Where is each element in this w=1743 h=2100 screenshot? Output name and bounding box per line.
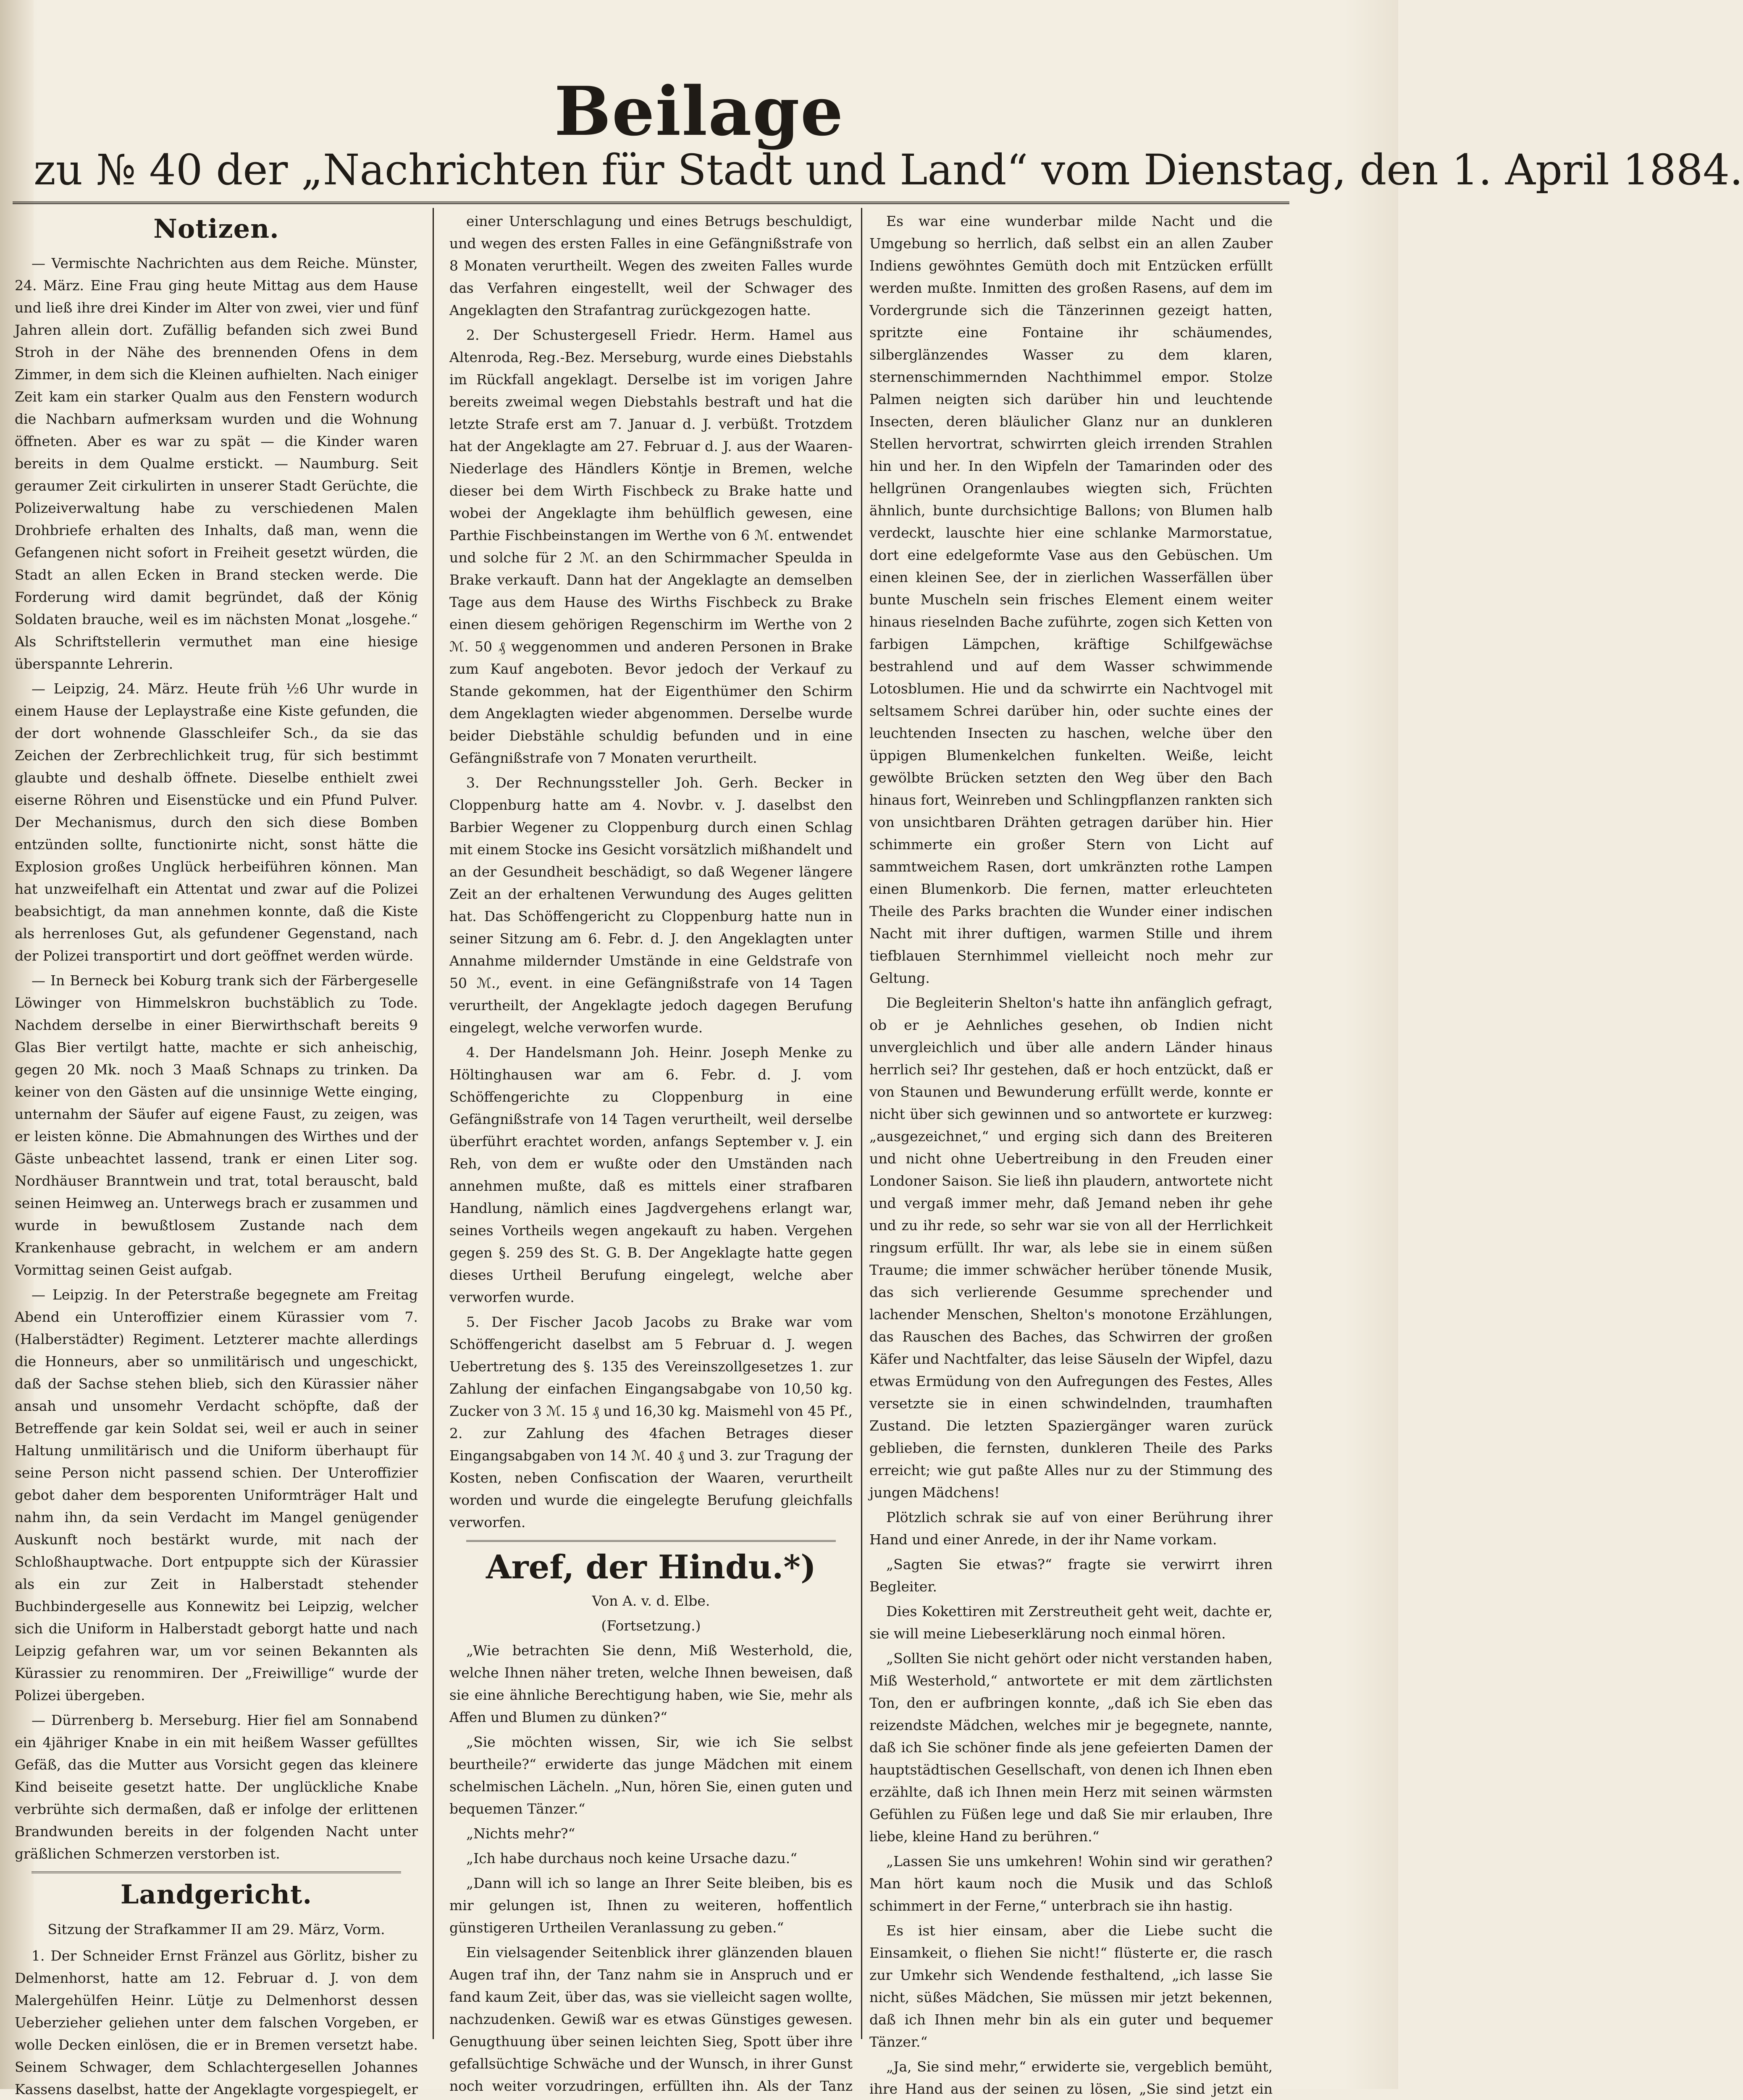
supplement-title: Beilage	[554, 72, 844, 151]
court-paragraph: einer Unterschlagung und eines Betrugs beschuldigt, und wegen des ersten Falles in eine Gefängnißstrafe von 8 Monaten verurtheilt. Wegen des zweiten Falles wurde das Verfahren eingestellt, weil der Schwager des Angeklagten den Strafantrag zurückgezogen hatte.	[449, 213, 853, 318]
news-paragraph: — Leipzig. In der Peterstraße begegnete am Freitag Abend ein Unteroffizier einem Kürassier vom 7. (Halberstädter) Regiment. Letzterer machte allerdings die Honneurs, aber so unmilitärisch und ungeschickt, daß der Sachse stehen blieb, sich den Kürassier näher ansah und unsomehr Verdacht schöpfte, daß der Betreffende gar kein Soldat sei, weil er auch in seiner Haltung unmilitärisch und die Uniform überhaupt für seine Person nicht passend schien. Der Unteroffizier gebot daher dem besporenten Uniformträger Halt und nahm ihn, da sein Verdacht im Mangel genügender Auskunft noch bestärkt wurde, mit nach der Schloßhauptwache. Dort entpuppte sich der Kürassier als ein zur Zeit in Halberstadt stehender Buchbindergeselle aus Konnewitz bei Leipzig, welcher sich die Uniform in Halberstadt geborgt hatte und nach Leipzig gefahren war, um vor seinen Bekannten als Kürassier zu renommiren. Der „Freiwillige“ wurde der Polizei übergeben.	[15, 1286, 418, 1704]
court-paragraph: 2. Der Schustergesell Friedr. Herm. Hamel aus Altenroda, Reg.-Bez. Merseburg, wurde eines Diebstahls im Rückfall angeklagt. Derselbe ist im vorigen Jahre bereits zweimal wegen Diebstahls bestraft und hat die letzte Strafe erst am 7. Januar d. J. verbüßt. Trotzdem hat der Angeklagte am 27. Februar d. J. aus der Waaren-Niederlage des Händlers Köntje in Bremen, welche dieser bei dem Wirth Fischbeck zu Brake hatte und wobei der Angeklagte ihm behülflich gewesen, eine Parthie Fischbeinstangen im Werthe von 6 ℳ. entwendet und solche für 2 ℳ. an den Schirmmacher Speulda in Brake verkauft. Dann hat der Angeklagte an demselben Tage aus dem Hause des Wirths Fischbeck zu Brake einen diesem gehörigen Regenschirm im Werthe von 2 ℳ. 50 ₰ weggenommen und anderen Personen in Brake zum Kauf angeboten. Bevor jedoch der Verkauf zu Stande gekommen, hat der Eigenthümer den Schirm dem Angeklagten wieder abgenommen. Derselbe wurde beider Diebstähle schuldig befunden und in eine Gefängnißstrafe von 7 Monaten verurtheilt.	[449, 327, 853, 766]
issue-subtitle: zu № 40 der „Nachrichten für Stadt und Land“ vom Dienstag, den 1. April 1884.	[34, 145, 1743, 194]
section-divider	[466, 1540, 836, 1542]
story-paragraph: „Sie möchten wissen, Sir, wie ich Sie selbst beurtheile?“ erwiderte das junge Mädchen mit einem schelmischen Lächeln. „Nun, hören Sie, einen guten und bequemen Tänzer.“	[449, 1733, 853, 1817]
story-paragraph: „Nichts mehr?“	[466, 1825, 575, 1842]
notices-heading: Notizen.	[153, 213, 279, 244]
story-paragraph: Die Begleiterin Shelton's hatte ihn anfänglich gefragt, ob er je Aehnliches gesehen, ob Indien nicht unvergleichlich und über alle andern Länder hinaus herrlich sei? Ihr gestehen, daß er hoch entzückt, daß er von Staunen und Bewunderung erfüllt werde, konnte er nicht über sich gewinnen und so antwortete er kurzweg: „ausgezeichnet,“ und erging sich dann des Breiteren und nicht ohne Uebertreibung in den Freuden einer Londoner Saison. Sie ließ ihn plaudern, antwortete nicht und vergaß immer mehr, daß Jemand neben ihr gehe und zu ihr rede, so sehr war sie von all der Herrlichkeit ringsum erfüllt. Ihr war, als lebe sie in einem süßen Traume; die immer schwächer herüber tönende Musik, das sich verlierende Gesumme sprechender und lachender Menschen, Shelton's monotone Erzählungen, das Rauschen des Baches, das Schwirren der großen Käfer und Nachtfalter, das leise Säuseln der Wipfel, dazu etwas Ermüdung von den Aufregungen des Festes, Alles versetzte sie in einen schwindelnden, traumhaften Zustand. Die letzten Spaziergänger waren zurück geblieben, die fernsten, dunkleren Theile des Parks erreicht; wie gut paßte Alles nur zu der Stimmung des jungen Mädchens!	[869, 995, 1273, 1501]
story-byline: Von A. v. d. Elbe.	[592, 1592, 710, 1609]
story-continuation-note: (Fortsetzung.)	[601, 1617, 701, 1634]
story-paragraph: „Wie betrachten Sie denn, Miß Westerhold, die, welche Ihnen näher treten, welche Ihnen beweisen, daß sie eine ähnliche Berechtigung haben, wie Sie, mehr als Affen und Blumen zu dünken?“	[449, 1642, 853, 1725]
column-divider-2	[861, 208, 862, 2039]
news-paragraph: — Leipzig, 24. März. Heute früh ½6 Uhr wurde in einem Hause der Leplaystraße eine Kiste gefunden, die der dort wohnende Glasschleifer Sch., da sie das Zeichen der Zerbrechlichkeit trug, für sich bestimmt glaubte und deshalb öffnete. Dieselbe enthielt zwei eiserne Röhren und Eisenstücke und ein Pfund Pulver. Der Mechanismus, durch den sich diese Bomben entzünden sollte, functionirte nicht, sonst hätte die Explosion großes Unglück herbeiführen können. Man hat unzweifelhaft ein Attentat und zwar auf die Polizei beabsichtigt, da man annehmen konnte, daß die Kiste als herrenloses Gut, als gefundener Gegenstand, nach der Polizei transportirt und dort geöffnet werden würde.	[15, 680, 418, 964]
news-paragraph: — Dürrenberg b. Merseburg. Hier fiel am Sonnabend ein 4jähriger Knabe in ein mit heißem Wasser gefülltes Gefäß, das die Mutter aus Vorsicht gegen das kleinere Kind beiseite gesetzt hatte. Der unglückliche Knabe verbrühte sich dermaßen, daß er infolge der erlittenen Brandwunden bereits in der folgenden Nacht unter gräßlichen Schmerzen verstorben ist.	[15, 1712, 418, 1862]
masthead-rule	[13, 202, 1289, 204]
story-paragraph: „Ja, Sie sind mehr,“ erwiderte sie, vergeblich bemüht, ihre Hand aus der seinen zu lösen, „Sie sind jetzt ein	[869, 2058, 1273, 2097]
story-paragraph: Es ist hier einsam, aber die Liebe sucht die Einsamkeit, o fliehen Sie nicht!“ flüsterte er, die rasch zur Umkehr sich Wendende festhaltend, „ich lasse Sie nicht, süßes Mädchen, Sie müssen mir jetzt bekennen, daß ich Ihnen mehr bin als ein guter und bequemer Tänzer.“	[869, 1922, 1273, 2050]
court-paragraph: 1. Der Schneider Ernst Fränzel aus Görlitz, bisher zu Delmenhorst, hatte am 12. Februar d. J. von dem Malergehülfen Heinr. Lütje zu Delmenhorst dessen Ueberzieher geliehen unter dem falschen Vorgeben, er wolle Decken einlösen, die er in Bremen versetzt habe. Seinem Schwager, dem Schlachtergesellen Johannes Kassens daselbst, hatte der Angeklagte vorgespiegelt, er	[15, 1947, 418, 2097]
column-divider-1	[433, 208, 434, 2039]
column-2	[449, 210, 853, 2094]
court-paragraph: 5. Der Fischer Jacob Jacobs zu Brake war vom Schöffengericht daselbst am 5 Februar d. J. wegen Uebertretung des §. 135 des Vereinszollgesetzes 1. zur Zahlung der einfachen Eingangsabgabe von 10,50 kg. Zucker von 3 ℳ. 15 ₰ und 16,30 kg. Maismehl von 45 Pf., 2. zur Zahlung des 4fachen Betrages dieser Eingangsabgaben von 14 ℳ. 40 ₰ und 3. zur Tragung der Kosten, neben Confiscation der Waaren, verurtheilt worden und wurde die eingelegte Berufung gleichfalls verworfen.	[449, 1314, 853, 1530]
story-paragraph: „Lassen Sie uns umkehren! Wohin sind wir gerathen? Man hört kaum noch die Musik und das Schloß schimmert in der Ferne,“ unterbrach sie ihn hastig.	[869, 1853, 1273, 1914]
story-paragraph: Ein vielsagender Seitenblick ihrer glänzenden blauen Augen traf ihn, der Tanz nahm sie in Anspruch und er fand kaum Zeit, über das, was sie vielleicht sagen wollte, nachzudenken. Gewiß war es etwas Günstiges gewesen. Genugthuung über seinen leichten Sieg, Spott über ihre gefallsüchtige Schwäche und der Wunsch, in ihrer Gunst noch weiter vorzudringen, erfüllten ihn. Als der Tanz	[449, 1944, 853, 2094]
story-title: Aref, der Hindu.*)	[486, 1548, 816, 1586]
story-paragraph: „Dann will ich so lange an Ihrer Seite bleiben, bis es mir gelungen ist, Ihnen zu weiteren, hoffentlich günstigeren Urtheilen Veranlassung zu geben.“	[449, 1874, 853, 1936]
news-paragraph: — In Berneck bei Koburg trank sich der Färbergeselle Löwinger von Himmelskron buchstäblich zu Tode. Nachdem derselbe in einer Bierwirthschaft bereits 9 Glas Bier vertilgt hatte, machte er sich anheischig, gegen 20 Mk. noch 3 Maaß Schnaps zu trinken. Da keiner von den Gästen auf die unsinnige Wette einging, unternahm der Säufer auf eigene Faust, zu zeigen, was er leisten könne. Die Abmahnungen des Wirthes und der Gäste unbeachtet lassend, trank er einen Liter sog. Nordhäuser Branntwein und trat, total berauscht, bald seinen Heimweg an. Unterwegs brach er zusammen und wurde in bewußtlosem Zustande nach dem Krankenhause gebracht, in welchem er am andern Vormittag seinen Geist aufgab.	[15, 972, 418, 1278]
court-paragraph: 3. Der Rechnungssteller Joh. Gerh. Becker in Cloppenburg hatte am 4. Novbr. v. J. daselbst den Barbier Wegener zu Cloppenburg durch einen Schlag mit einem Stocke ins Gesicht vorsätzlich mißhandelt und an der Gesundheit beschädigt, so daß Wegener längere Zeit an der erhaltenen Verwundung des Auges gelitten hat. Das Schöffengericht zu Cloppenburg hatte nun in seiner Sitzung am 6. Febr. d. J. den Angeklagten unter Annahme mildernder Umstände in eine Geldstrafe von 50 ℳ., event. in eine Gefängnißstrafe von 14 Tagen verurtheilt, der Angeklagte jedoch dagegen Berufung eingelegt, welche verworfen wurde.	[449, 774, 853, 1036]
story-paragraph: „Sollten Sie nicht gehört oder nicht verstanden haben, Miß Westerhold,“ antwortete er mit dem zärtlichsten Ton, den er aufbringen konnte, „daß ich Sie eben das reizendste Mädchen, welches mir je begegnete, nannte, daß ich Sie schöner finde als jene gefeierten Damen der hauptstädtischen Gesellschaft, von denen ich Ihnen eben erzählte, daß ich Ihnen mein Herz mit seinen wärmsten Gefühlen zu Füßen lege und daß Sie mir erlauben, Ihre liebe, kleine Hand zu berühren.“	[869, 1650, 1273, 1845]
section-divider	[32, 1872, 401, 1873]
story-paragraph: Plötzlich schrak sie auf von einer Berührung ihrer Hand und einer Anrede, in der ihr Name vorkam.	[869, 1509, 1273, 1548]
news-paragraph: — Vermischte Nachrichten aus dem Reiche. Münster, 24. März. Eine Frau ging heute Mittag aus dem Hause und ließ ihre drei Kinder im Alter von zwei, vier und fünf Jahren allein dort. Zufällig befanden sich zwei Bund Stroh in der Nähe des brennenden Ofens in dem Zimmer, in dem sich die Kleinen aufhielten. Nach einiger Zeit kam ein starker Qualm aus den Fenstern wodurch die Nachbarn aufmerksam wurden und die Wohnung öffneten. Aber es war zu spät — die Kinder waren bereits in dem Qualme erstickt. — Naumburg. Seit geraumer Zeit cirkulirten in unserer Stadt Gerüchte, die Polizeiverwaltung habe zu verschiedenen Malen Drohbriefe erhalten des Inhalts, daß man, wenn die Gefangenen nicht sofort in Freiheit gesetzt würden, die Stadt an allen Ecken in Brand stecken werde. Die Forderung wird damit begründet, daß der König Soldaten brauche, weil es im nächsten Monat „losgehe.“ Als Schriftstellerin vermuthet man eine hiesige überspannte Lehrerin.	[15, 255, 418, 672]
column-3	[869, 210, 1273, 2097]
court-session: Sitzung der Strafkammer II am 29. März, Vorm.	[47, 1921, 385, 1937]
court-paragraph: 4. Der Handelsmann Joh. Heinr. Joseph Menke zu Höltinghausen war am 6. Febr. d. J. vom Schöffengerichte zu Cloppenburg in eine Gefängnißstrafe von 14 Tagen verurtheilt, weil derselbe überführt erachtet worden, anfangs September v. J. ein Reh, von dem er wußte oder den Umständen nach annehmen mußte, daß es mittels einer strafbaren Handlung, nämlich eines Jagdvergehens erlangt war, seines Vortheils wegen angekauft zu haben. Vergehen gegen §. 259 des St. G. B. Der Angeklagte hatte gegen dieses Urtheil Berufung eingelegt, welche aber verworfen wurde.	[449, 1044, 853, 1305]
story-paragraph: „Ich habe durchaus noch keine Ursache dazu.“	[466, 1850, 798, 1866]
court-heading: Landgericht.	[120, 1879, 312, 1910]
column-1	[15, 210, 418, 2097]
story-paragraph: „Sagten Sie etwas?“ fragte sie verwirrt ihren Begleiter.	[869, 1556, 1273, 1595]
story-paragraph: Dies Kokettiren mit Zerstreutheit geht weit, dachte er, sie will meine Liebeserklärung noch einmal hören.	[869, 1603, 1273, 1642]
story-paragraph: Es war eine wunderbar milde Nacht und die Umgebung so herrlich, daß selbst ein an allen Zauber Indiens gewöhntes Gemüth doch mit Entzücken erfüllt werden mußte. Inmitten des großen Rasens, auf dem im Vordergrunde sich die Tänzerinnen gezeigt hatten, spritzte eine Fontaine ihr schäumendes, silberglänzendes Wasser zu dem klaren, sternenschimmernden Nachthimmel empor. Stolze Palmen neigten sich darüber hin und leuchtende Insecten, deren bläulicher Glanz nur an dunkleren Stellen hervortrat, schwirrten gleich irrenden Strahlen hin und her. In den Wipfeln der Tamarinden oder des hellgrünen Orangenlaubes wiegten sich, Früchten ähnlich, bunte durchsichtige Ballons; von Blumen halb verdeckt, lauschte hier eine schlanke Marmorstatue, dort eine edelgeformte Vase aus den Gebüschen. Um einen kleinen See, der in zierlichen Wasserfällen über bunte Muscheln sein frisches Element einem weiter hinaus rieselnden Bache zuführte, zogen sich Ketten von farbigen Lämpchen, kräftige Schilfgewächse bestrahlend und auf dem Wasser schwimmende Lotosblumen. Hie und da schwirrte ein Nachtvogel mit seltsamem Schrei darüber hin, oder suchte eines der leuchtenden Insecten zu haschen, welche über den üppigen Blumenkelchen funkelten. Weiße, leicht gewölbte Brücken setzten den Weg über den Bach hinaus fort, Weinreben und Schlingpflanzen rankten sich von unsichtbaren Drähten getragen darüber hin. Hier schimmerte ein großer Stern von Licht auf sammtweichem Rasen, dort umkränzten rothe Lampen einen Blumenkorb. Die fernen, matter erleuchteten Theile des Parks brachten die Wunder einer indischen Nacht mit ihrer duftigen, warmen Stille und ihrem tiefblauen Sternhimmel vielleicht noch mehr zur Geltung.	[869, 213, 1273, 986]
